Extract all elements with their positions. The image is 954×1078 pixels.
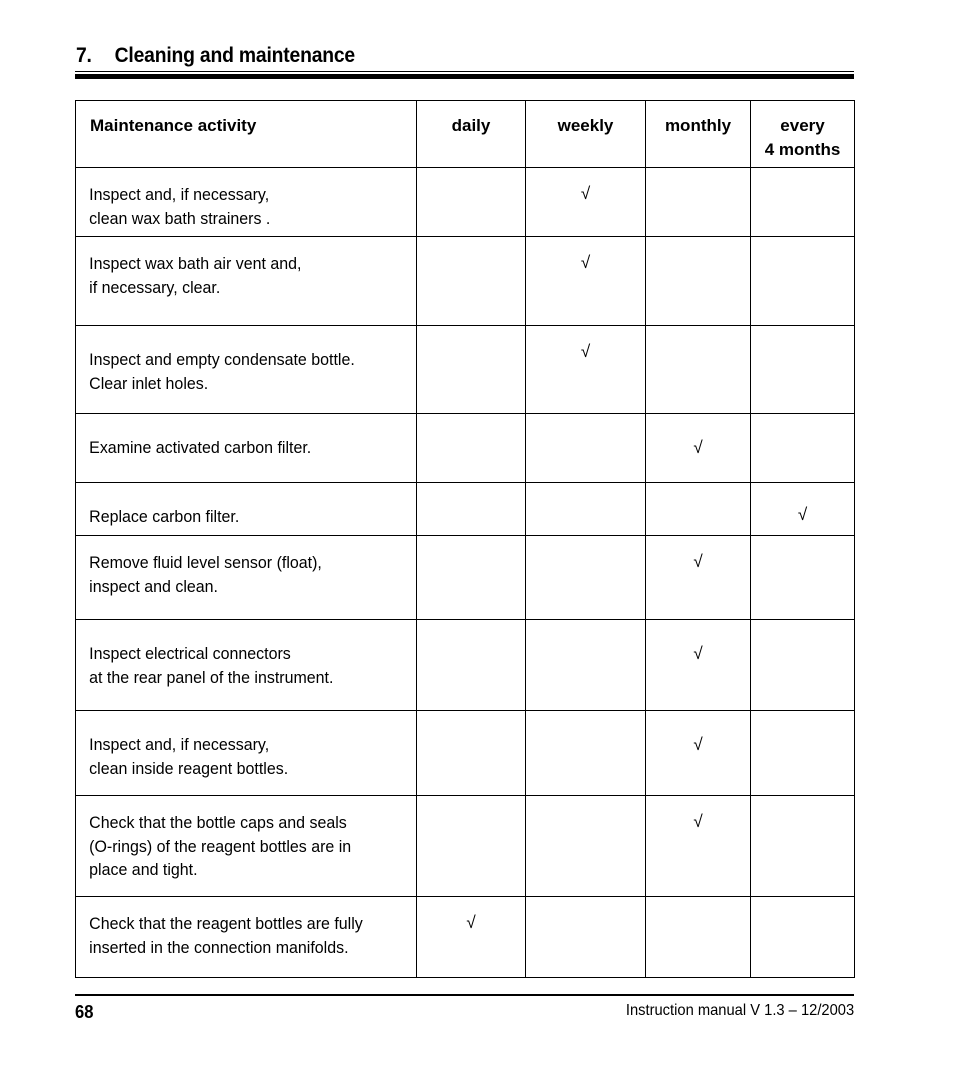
activity-cell	[76, 620, 417, 711]
table-header-row	[76, 101, 855, 168]
activity-text-line1: Check that the reagent bottles are fully	[89, 914, 363, 933]
check-cell-weekly	[526, 796, 646, 897]
manual-reference: Instruction manual V 1.3 – 12/2003	[625, 1002, 854, 1019]
activity-text-line2: clean inside reagent bottles.	[89, 758, 289, 778]
table-row	[76, 536, 855, 620]
check-cell-daily	[417, 414, 526, 483]
activity-cell	[76, 237, 417, 326]
check-cell-monthly	[646, 897, 751, 978]
check-cell-monthly: √	[646, 536, 751, 620]
check-cell-monthly	[646, 326, 751, 414]
activity-text-line1: Replace carbon filter.	[89, 507, 240, 526]
activity-text-line1: Inspect and empty condensate bottle.	[89, 350, 355, 369]
page-number: 68	[75, 1002, 94, 1022]
section-heading	[76, 44, 355, 68]
column-header-every-4-months: every 4 months	[751, 101, 855, 168]
activity-text-line1: Inspect and, if necessary,	[89, 185, 270, 204]
check-cell-daily	[417, 620, 526, 711]
check-cell-every4	[751, 237, 855, 326]
check-cell-monthly	[646, 483, 751, 536]
activity-text-line2: if necessary, clear.	[89, 277, 221, 297]
check-cell-monthly: √	[646, 620, 751, 711]
check-cell-weekly	[526, 536, 646, 620]
check-cell-every4	[751, 414, 855, 483]
check-cell-every4: √	[751, 483, 855, 536]
activity-text-line1: Inspect wax bath air vent and,	[89, 254, 302, 273]
check-cell-every4	[751, 897, 855, 978]
check-cell-every4	[751, 536, 855, 620]
maintenance-table	[75, 100, 855, 978]
header-rule-thick	[75, 74, 854, 79]
table-row	[76, 711, 855, 796]
activity-cell	[76, 326, 417, 414]
check-cell-weekly: √	[526, 326, 646, 414]
check-cell-every4	[751, 620, 855, 711]
check-cell-weekly	[526, 620, 646, 711]
table-row	[76, 620, 855, 711]
check-cell-daily	[417, 536, 526, 620]
check-cell-daily	[417, 483, 526, 536]
check-cell-monthly: √	[646, 414, 751, 483]
activity-text-line1: Inspect and, if necessary,	[89, 735, 270, 754]
activity-text-line2: at the rear panel of the instrument.	[89, 667, 334, 687]
check-cell-weekly	[526, 711, 646, 796]
table-row	[76, 483, 855, 536]
activity-cell	[76, 796, 417, 897]
check-cell-daily	[417, 711, 526, 796]
table-row	[76, 414, 855, 483]
activity-cell	[76, 536, 417, 620]
activity-text-line1: Check that the bottle caps and seals	[89, 813, 347, 832]
activity-text-line1: Remove fluid level sensor (float),	[89, 553, 322, 572]
check-cell-weekly: √	[526, 237, 646, 326]
check-cell-weekly	[526, 897, 646, 978]
table-row	[76, 796, 855, 897]
check-cell-monthly: √	[646, 711, 751, 796]
activity-text-line3: place and tight.	[89, 860, 198, 879]
activity-cell	[76, 168, 417, 237]
check-cell-daily	[417, 796, 526, 897]
activity-text-line2: inspect and clean.	[89, 576, 218, 596]
activity-text-line2: (O-rings) of the reagent bottles are in	[89, 836, 352, 856]
activity-text-line1: Examine activated carbon filter.	[89, 438, 312, 457]
check-cell-weekly	[526, 483, 646, 536]
check-cell-every4	[751, 796, 855, 897]
table-row	[76, 897, 855, 978]
table-row	[76, 237, 855, 326]
check-cell-daily	[417, 168, 526, 237]
check-cell-weekly	[526, 414, 646, 483]
check-cell-monthly: √	[646, 796, 751, 897]
section-title: Cleaning and maintenance	[114, 44, 356, 67]
activity-cell	[76, 414, 417, 483]
column-header-weekly: weekly	[526, 101, 646, 168]
column-header-monthly: monthly	[646, 101, 751, 168]
column-header-activity: Maintenance activity	[76, 101, 417, 168]
activity-cell	[76, 483, 417, 536]
check-cell-every4	[751, 168, 855, 237]
check-cell-every4	[751, 711, 855, 796]
activity-text-line1: Inspect electrical connectors	[89, 644, 291, 663]
check-cell-monthly	[646, 237, 751, 326]
activity-text-line2: inserted in the connection manifolds.	[89, 937, 349, 957]
check-cell-monthly	[646, 168, 751, 237]
footer-rule	[75, 994, 854, 996]
header-rule-thin	[75, 71, 854, 72]
activity-cell	[76, 897, 417, 978]
check-cell-every4	[751, 326, 855, 414]
activity-cell	[76, 711, 417, 796]
table-row	[76, 168, 855, 237]
activity-text-line2: Clear inlet holes.	[89, 373, 209, 393]
column-header-daily: daily	[417, 101, 526, 168]
check-cell-daily: √	[417, 897, 526, 978]
check-cell-weekly: √	[526, 168, 646, 237]
check-cell-daily	[417, 326, 526, 414]
activity-text-line2: clean wax bath strainers .	[89, 208, 271, 228]
check-cell-daily	[417, 237, 526, 326]
section-number: 7.	[76, 44, 92, 67]
table-row	[76, 326, 855, 414]
